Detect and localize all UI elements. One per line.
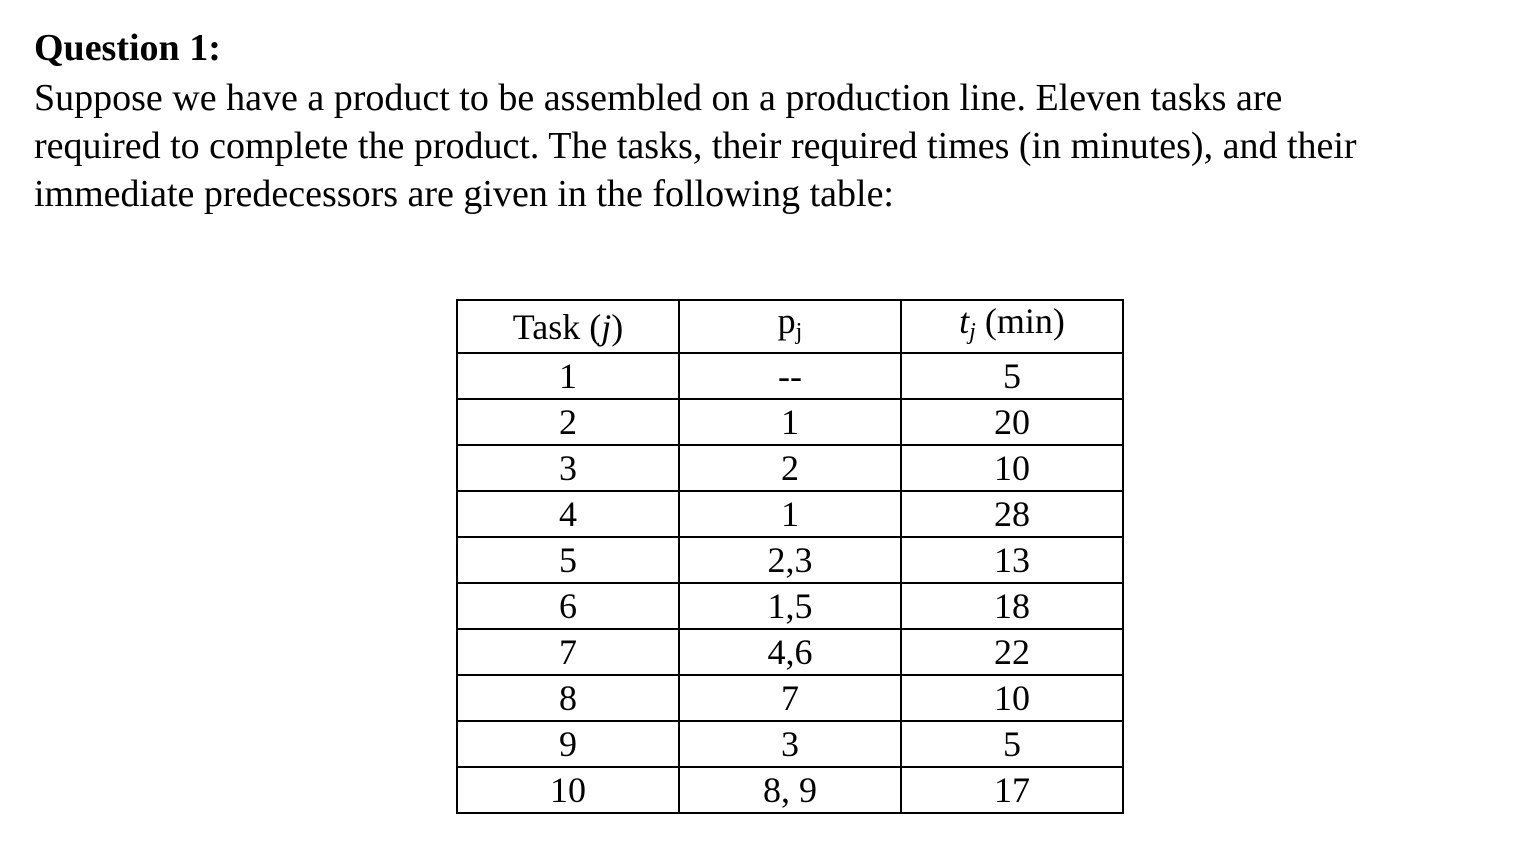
header-predecessors: $p_j$ <box>679 300 901 353</box>
cell-predecessors: 4,6 <box>679 629 901 675</box>
cell-task: 8 <box>457 675 679 721</box>
cell-time: 18 <box>901 583 1123 629</box>
cell-task: 9 <box>457 721 679 767</box>
cell-predecessors: 7 <box>679 675 901 721</box>
table-row <box>457 491 1123 537</box>
table-row <box>457 675 1123 721</box>
table-row <box>457 399 1123 445</box>
header-time: $t_j$ (min) <box>901 300 1123 353</box>
header-task: Task (j) <box>457 300 679 353</box>
cell-task: 1 <box>457 353 679 399</box>
cell-predecessors: -- <box>679 353 901 399</box>
question-paragraph <box>34 74 1534 218</box>
cell-time: 10 <box>901 445 1123 491</box>
cell-time: 20 <box>901 399 1123 445</box>
table-row <box>457 445 1123 491</box>
cell-task: 7 <box>457 629 679 675</box>
paragraph-line: immediate predecessors are given in the following table: <box>34 173 894 215</box>
cell-predecessors: 8, 9 <box>679 767 901 813</box>
table-row <box>457 629 1123 675</box>
cell-time: 10 <box>901 675 1123 721</box>
cell-predecessors: 2 <box>679 445 901 491</box>
table-row <box>457 353 1123 399</box>
cell-task: 2 <box>457 399 679 445</box>
cell-predecessors: 1 <box>679 491 901 537</box>
cell-time: 5 <box>901 353 1123 399</box>
task-table <box>456 299 1124 814</box>
cell-time: 5 <box>901 721 1123 767</box>
cell-predecessors: 1 <box>679 399 901 445</box>
question-title: Question 1: <box>34 27 221 69</box>
table-header-row <box>457 300 1123 353</box>
paragraph-line: required to complete the product. The tasks, their required times (in minutes), and their <box>34 125 1357 167</box>
cell-task: 3 <box>457 445 679 491</box>
cell-time: 28 <box>901 491 1123 537</box>
cell-time: 22 <box>901 629 1123 675</box>
cell-task: 5 <box>457 537 679 583</box>
cell-time: 17 <box>901 767 1123 813</box>
table-row <box>457 583 1123 629</box>
cell-predecessors: 1,5 <box>679 583 901 629</box>
cell-predecessors: 2,3 <box>679 537 901 583</box>
cell-predecessors: 3 <box>679 721 901 767</box>
table-row <box>457 721 1123 767</box>
cell-task: 6 <box>457 583 679 629</box>
cell-task: 10 <box>457 767 679 813</box>
cell-task: 4 <box>457 491 679 537</box>
table-row <box>457 537 1123 583</box>
table-row <box>457 767 1123 813</box>
cell-time: 13 <box>901 537 1123 583</box>
paragraph-line: Suppose we have a product to be assembled on a production line. Eleven tasks are <box>34 77 1283 119</box>
